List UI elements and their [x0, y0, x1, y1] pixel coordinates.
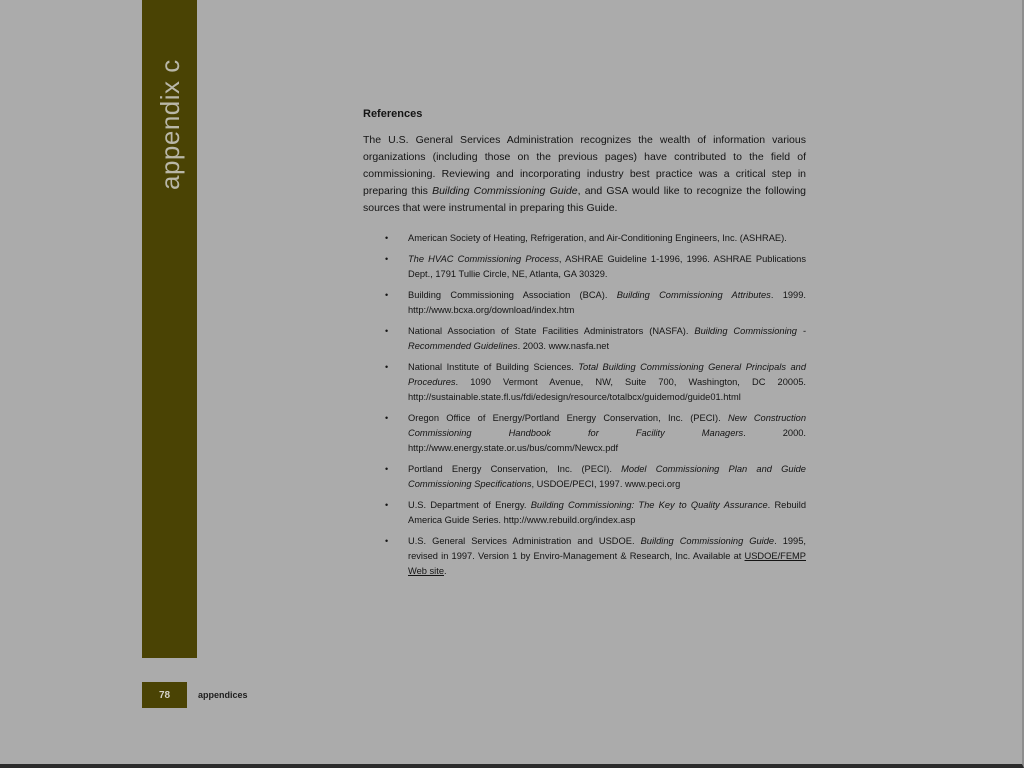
intro-title: Building Commissioning Guide: [432, 185, 578, 197]
reference-item: • U.S. General Services Administration and USDOE. Building Commissioning Guide. 1995, revised in 1997. Version 1 by Enviro-Management & Research, Inc. Available at USDOE/FEMP Web site.: [363, 534, 806, 579]
footer-section-label: appendices: [198, 690, 248, 700]
reference-item: • U.S. Department of Energy. Building Commissioning: The Key to Quality Assurance. Rebuild America Guide Series. http://www.rebuild.org/index.asp: [363, 498, 806, 528]
femp-web-site-link[interactable]: USDOE/FEMP Web site: [408, 551, 806, 576]
reference-item: • National Institute of Building Sciences. Total Building Commissioning General Principals and Procedures. 1090 Vermont Avenue, NW, Suite 700, Washington, DC 20005. http://sustainable.state.fl.us/fdi/edesign/resource/totalbcx/guidemod/guide01.html: [363, 360, 806, 405]
reference-item: • The HVAC Commissioning Process, ASHRAE Guideline 1-1996, 1996. ASHRAE Publications Dept., 1791 Tullie Circle, NE, Atlanta, GA 30329.: [363, 252, 806, 282]
intro-paragraph: [363, 132, 806, 217]
reference-item: • American Society of Heating, Refrigeration, and Air-Conditioning Engineers, Inc. (ASHRAE).: [363, 231, 806, 246]
intro-text-end: , and GSA would like to recognize the following sources that were instrumental in preparing this Guide.: [363, 185, 806, 214]
sidebar-title: appendix c: [155, 59, 185, 190]
page-number: 78: [142, 682, 187, 708]
reference-list: [363, 231, 806, 579]
reference-item: • Building Commissioning Association (BCA). Building Commissioning Attributes. 1999. http://www.bcxa.org/download/index.htm: [363, 288, 806, 318]
reference-item: • Oregon Office of Energy/Portland Energy Conservation, Inc. (PECI). New Construction Commissioning Handbook for Facility Managers. 2000. http://www.energy.state.or.us/bus/comm/Newcx.pdf: [363, 411, 806, 456]
reference-item: • Portland Energy Conservation, Inc. (PECI). Model Commissioning Plan and Guide Commissioning Specifications, USDOE/PECI, 1997. www.peci.org: [363, 462, 806, 492]
intro-text: The U.S. General Services Administration recognizes the wealth of information various organizations (including those on the previous pages) have contributed to the field of commissioning. Reviewing and incorporating industry best practice was a critical step in preparing this: [363, 134, 806, 197]
section-heading: References: [363, 108, 423, 120]
references-section: [363, 108, 806, 585]
reference-item: • National Association of State Facilities Administrators (NASFA). Building Commissioning - Recommended Guidelines. 2003. www.nasfa.net: [363, 324, 806, 354]
appendix-sidebar: [142, 0, 197, 658]
